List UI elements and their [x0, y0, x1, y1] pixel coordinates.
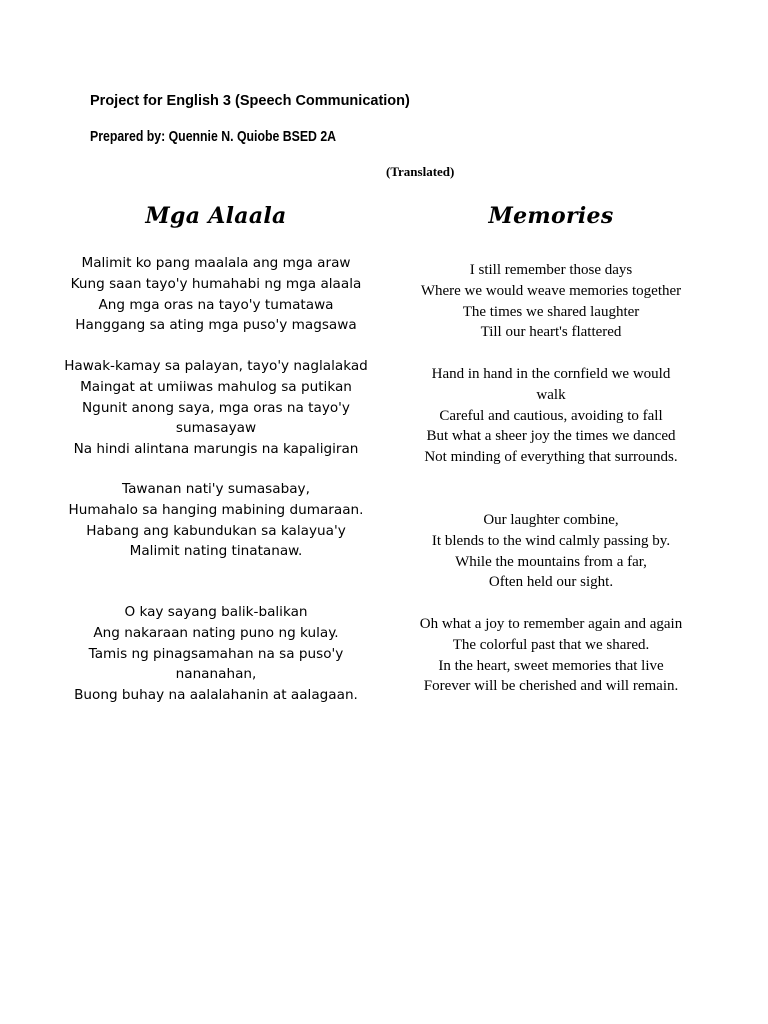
translation-stanza-2 — [392, 364, 710, 468]
verse-line: Not minding of everything that surrounds. — [424, 449, 678, 466]
original-stanza-4 — [50, 602, 382, 706]
original-stanza-1 — [50, 253, 382, 336]
verse-line: But what a sheer joy the times we danced — [426, 428, 676, 445]
original-stanza-2 — [50, 356, 382, 460]
verse-line: Tawanan nati'y sumasabay, — [122, 481, 310, 497]
verse-line: O kay sayang balik-balikan — [124, 604, 308, 620]
verse-line: Till our heart's flattered — [480, 324, 622, 341]
prepared-by-line: Prepared by: Quennie N. Quiobe BSED 2A — [90, 128, 337, 145]
verse-line: sumasayaw — [175, 420, 257, 437]
translation-stanza-1 — [392, 260, 710, 343]
verse-line: Malimit ko pang maalala ang mga araw — [81, 255, 351, 271]
verse-line: Ngunit anong saya, mga oras na tayo'y — [82, 399, 350, 416]
verse-line: The times we shared laughter — [462, 303, 640, 320]
verse-line: walk — [536, 386, 566, 403]
verse-line: Habang ang kabundukan sa kalayua'y — [86, 522, 346, 539]
verse-line: Malimit nating tinatanaw. — [129, 543, 303, 560]
verse-line: Ang nakaraan nating puno ng kulay. — [93, 624, 339, 641]
verse-line: Our laughter combine, — [483, 512, 619, 528]
verse-line: Ang mga oras na tayo'y tumatawa — [98, 296, 334, 313]
verse-line: Forever will be cherished and will remain. — [423, 678, 679, 695]
verse-line: Hand in hand in the cornfield we would — [431, 366, 671, 382]
verse-line: Careful and cautious, avoiding to fall — [439, 407, 663, 424]
translation-stanza-4 — [392, 614, 710, 697]
verse-line: Where we would weave memories together — [420, 282, 682, 299]
document-header — [90, 92, 410, 146]
verse-line: Tamis ng pinagsamahan na sa puso'y — [88, 645, 344, 662]
project-title: Project for English 3 (Speech Communication) — [90, 93, 410, 109]
verse-line: Often held our sight. — [488, 574, 614, 591]
verse-line: Maingat at umiiwas mahulog sa putikan — [80, 378, 352, 395]
verse-line: Hanggang sa ating mga puso'y magsawa — [75, 317, 357, 334]
verse-line: Hawak-kamay sa palayan, tayo'y naglalakad — [64, 358, 368, 374]
verse-line: In the heart, sweet memories that live — [438, 657, 664, 674]
verse-line: While the mountains from a far, — [455, 553, 647, 570]
verse-line: I still remember those days — [469, 262, 633, 278]
original-stanza-3 — [50, 479, 382, 562]
verse-line: Humahalo sa hanging mabining dumaraan. — [68, 501, 364, 518]
translation-stanza-3 — [392, 510, 710, 593]
verse-line: Kung saan tayo'y humahabi ng mga alaala — [70, 275, 362, 292]
verse-line: It blends to the wind calmly passing by. — [431, 532, 671, 549]
translation-poem-title: Memories — [488, 203, 614, 229]
verse-line: Buong buhay na aalalahanin at aalagaan. — [74, 687, 358, 704]
verse-line: nananahan, — [175, 666, 257, 683]
translated-note: (Translated) — [386, 164, 455, 179]
verse-line: Na hindi alintana marungis na kapaligiran — [73, 441, 359, 458]
original-poem-title: Mga Alaala — [145, 203, 287, 229]
verse-line: Oh what a joy to remember again and again — [419, 616, 683, 632]
verse-line: The colorful past that we shared. — [452, 636, 650, 653]
